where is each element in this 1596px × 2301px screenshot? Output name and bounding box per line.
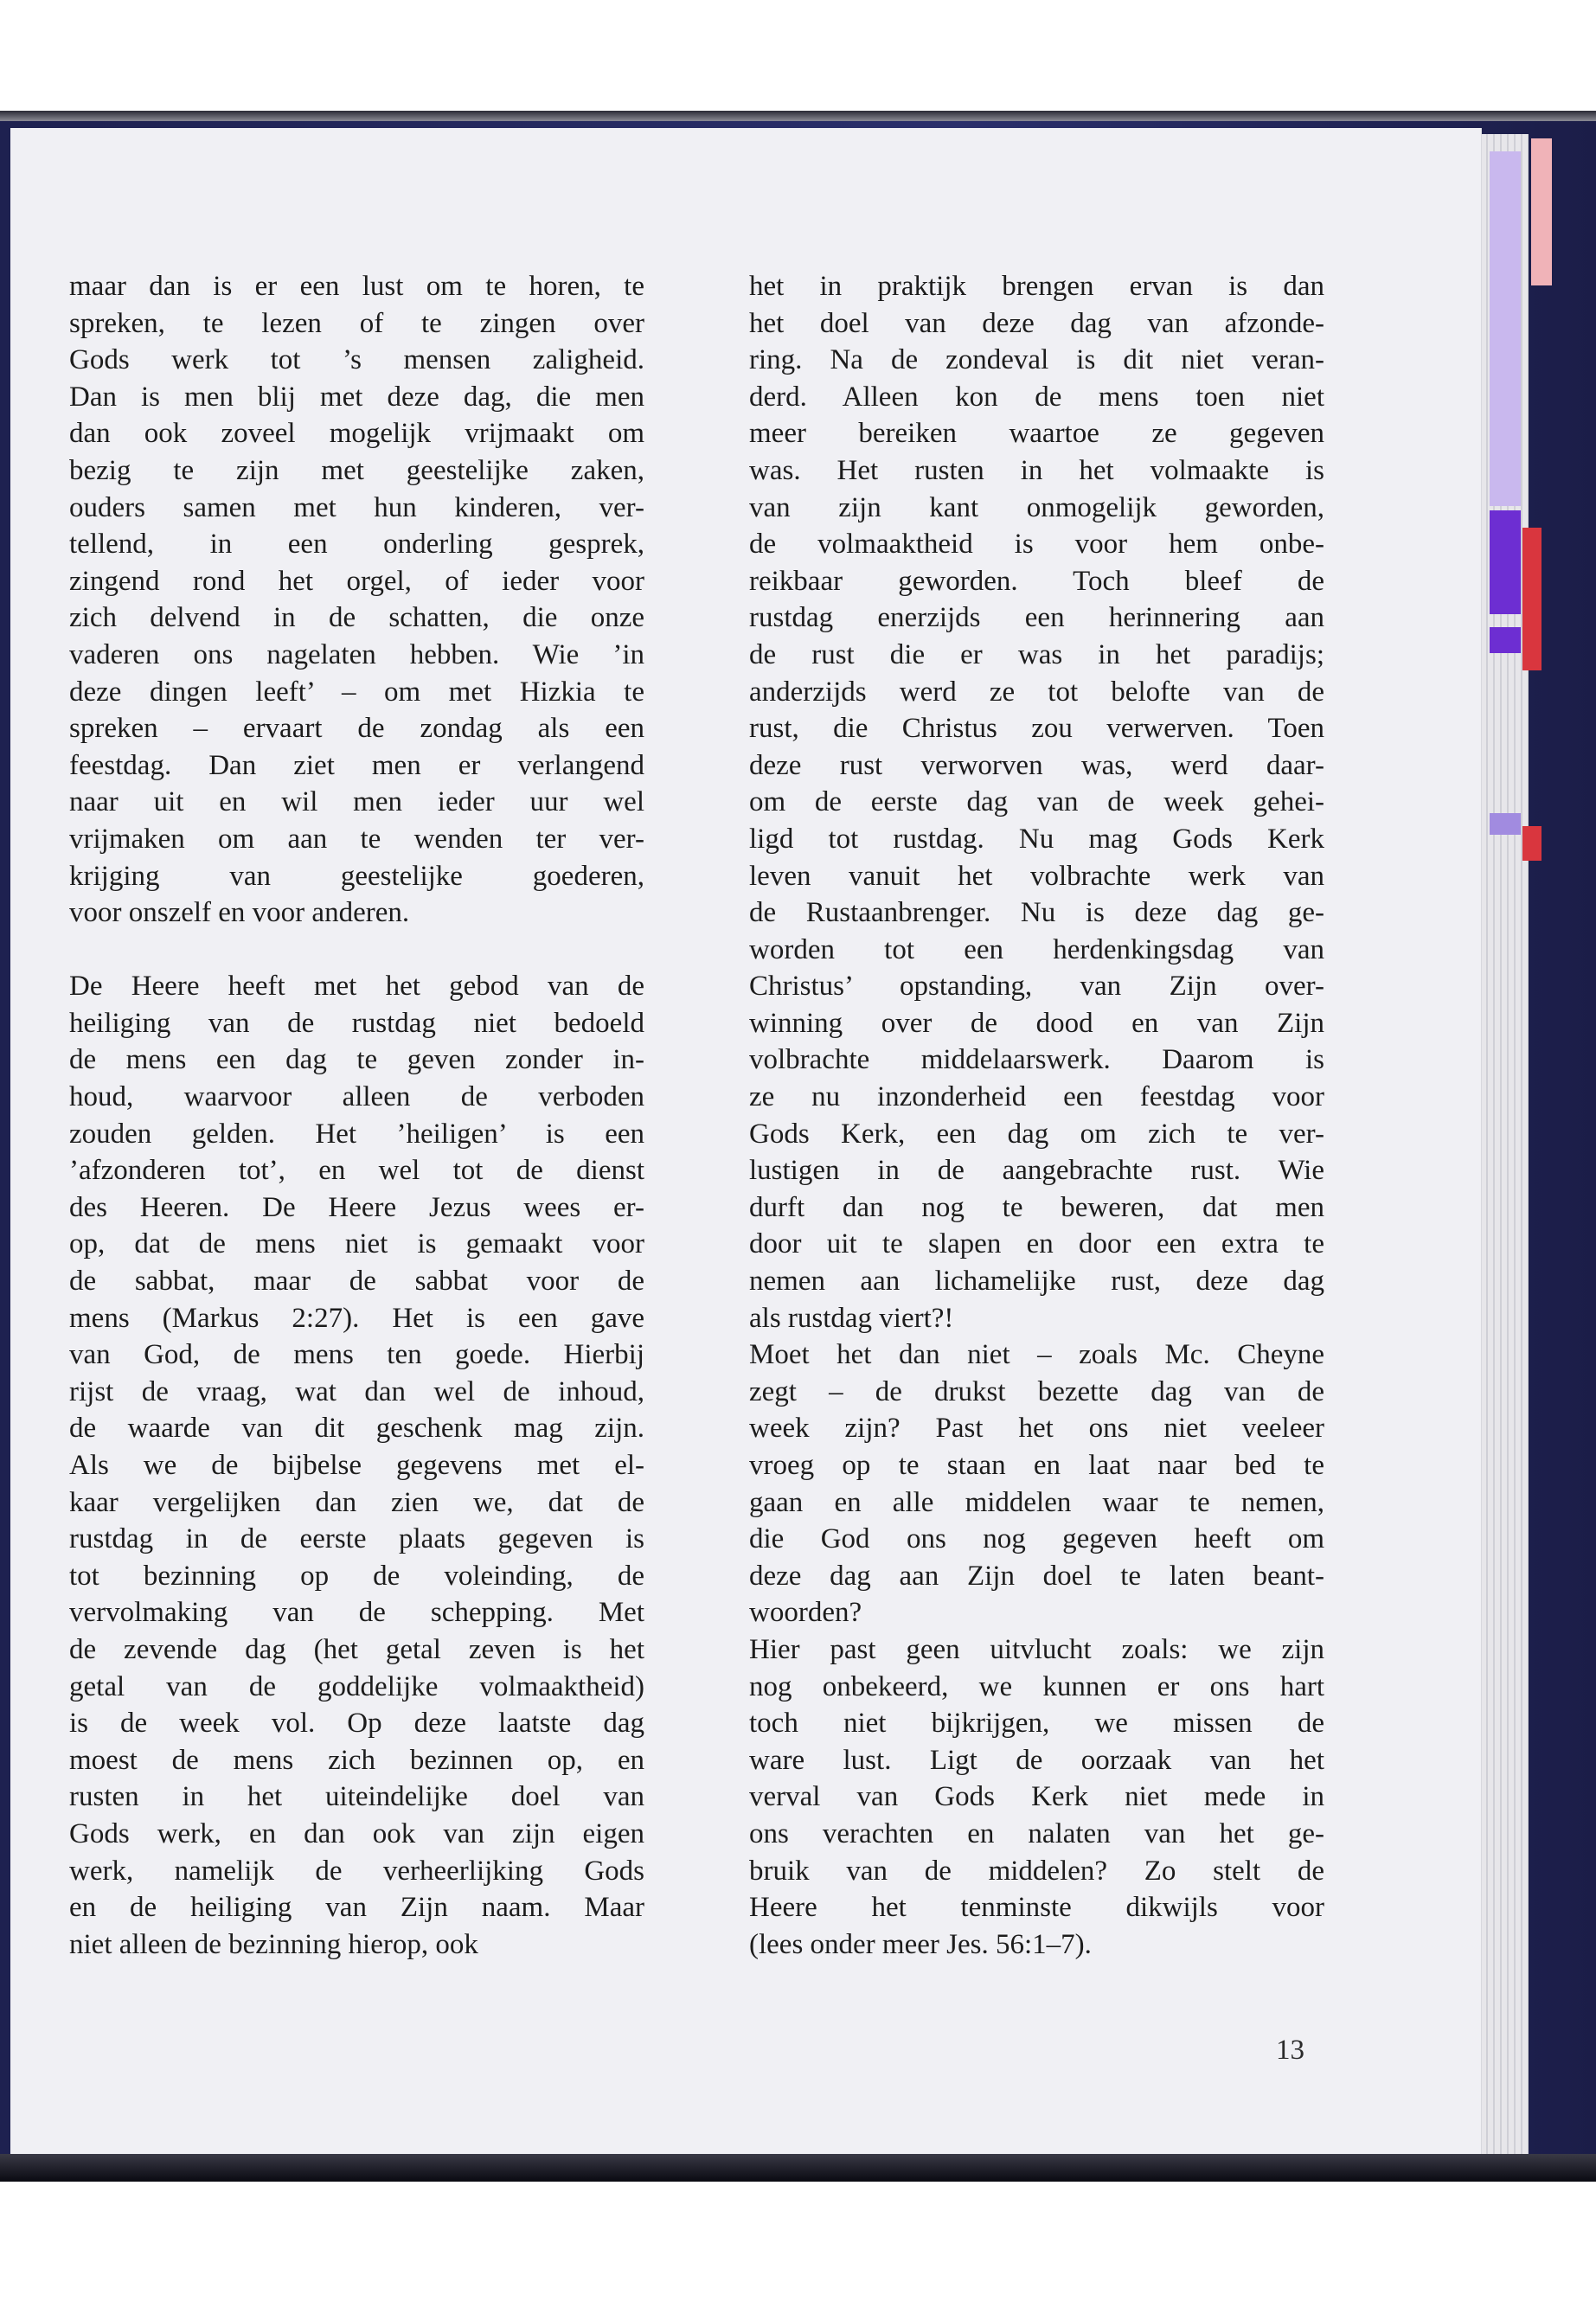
text-line: ons verachten en nalaten van het ge- xyxy=(749,1817,1324,1849)
text-line: Christus’ opstanding, van Zijn over- xyxy=(749,971,1324,1003)
left-paragraph-1 xyxy=(69,268,644,932)
text-line: om de eerste dag van de week gehei- xyxy=(749,786,1324,818)
text-line: toch niet bijkrijgen, we missen de xyxy=(749,1708,1324,1740)
index-tab-red xyxy=(1522,528,1542,670)
text-line: moest de mens zich bezinnen op, en xyxy=(69,1744,644,1776)
text-line: de rust die er was in het paradijs; xyxy=(749,638,1324,670)
text-line: vaderen ons nagelaten hebben. Wie ’in xyxy=(69,638,644,670)
text-line: werk, namelijk de verheerlijking Gods xyxy=(69,1855,644,1887)
text-line: zich delvend in de schatten, die onze xyxy=(69,602,644,634)
text-line: deze rust verworven was, werd daar- xyxy=(749,749,1324,781)
text-line: op, dat de mens niet is gemaakt voor xyxy=(69,1228,644,1260)
text-line: De Heere heeft met het gebod van de xyxy=(69,971,644,1003)
text-line: anderzijds werd ze tot belofte van de xyxy=(749,676,1324,708)
text-line: getal van de goddelijke volmaaktheid) xyxy=(69,1670,644,1702)
right-text-column xyxy=(749,268,1324,1963)
text-line: die God ons nog gegeven heeft om xyxy=(749,1523,1324,1555)
text-line: heiliging van de rustdag niet bedoeld xyxy=(69,1007,644,1039)
text-line: lustigen in de aangebrachte rust. Wie xyxy=(749,1155,1324,1187)
text-line: bezig te zijn met geestelijke zaken, xyxy=(69,454,644,486)
text-line: zingend rond het orgel, of ieder voor xyxy=(69,565,644,597)
text-line: naar uit en wil men ieder uur wel xyxy=(69,786,644,818)
text-line: door uit te slapen en door een extra te xyxy=(749,1228,1324,1260)
text-line: zouden gelden. Het ’heiligen’ is een xyxy=(69,1118,644,1150)
text-line: Heere het tenminste dikwijls voor xyxy=(749,1892,1324,1924)
text-line: vervolmaking van de schepping. Met xyxy=(69,1597,644,1629)
text-line: des Heeren. De Heere Jezus wees er- xyxy=(69,1191,644,1223)
page-bottom-shadow xyxy=(0,2154,1596,2182)
text-line: houd, waarvoor alleen de verboden xyxy=(69,1081,644,1113)
text-line: leven vanuit het volbrachte werk van xyxy=(749,860,1324,892)
text-line: mens (Markus 2:27). Het is een gave xyxy=(69,1302,644,1334)
text-line: rijst de vraag, wat dan wel de inhoud, xyxy=(69,1375,644,1407)
text-line: ’afzonderen tot’, en wel tot de dienst xyxy=(69,1155,644,1187)
text-line: kaar vergelijken dan zien we, dat de xyxy=(69,1486,644,1518)
text-line: rustdag in de eerste plaats gegeven is xyxy=(69,1523,644,1555)
text-line: rusten in het uiteindelijke doel van xyxy=(69,1781,644,1813)
text-line: Moet het dan niet – zoals Mc. Cheyne xyxy=(749,1339,1324,1371)
text-line: reikbaar geworden. Toch bleef de xyxy=(749,565,1324,597)
left-paragraph-2 xyxy=(69,968,644,1963)
text-line: vrijmaken om aan te wenden ter ver- xyxy=(69,823,644,855)
text-line: Gods werk tot ’s mensen zaligheid. xyxy=(69,344,644,376)
text-line: van zijn kant onmogelijk geworden, xyxy=(749,491,1324,523)
text-line: ring. Na de zondeval is dit niet veran- xyxy=(749,344,1324,376)
text-line: de Rustaanbrenger. Nu is deze dag ge- xyxy=(749,897,1324,929)
text-line: vroeg op te staan en laat naar bed te xyxy=(749,1450,1324,1481)
text-line: niet alleen de bezinning hierop, ook xyxy=(69,1928,478,1960)
text-line: verval van Gods Kerk niet mede in xyxy=(749,1781,1324,1813)
text-line: worden tot een herdenkingsdag van xyxy=(749,933,1324,965)
text-line: en de heiliging van Zijn naam. Maar xyxy=(69,1892,644,1924)
text-line: voor onszelf en voor anderen. xyxy=(69,897,410,929)
text-line: spreken – ervaart de zondag als een xyxy=(69,713,644,745)
text-line: als rustdag viert?! xyxy=(749,1302,954,1334)
text-line: meer bereiken waartoe ze gegeven xyxy=(749,418,1324,450)
text-line: rust, die Christus zou verwerven. Toen xyxy=(749,713,1324,745)
index-tab-red-2 xyxy=(1522,826,1542,861)
index-tab-purple-2 xyxy=(1490,627,1521,653)
text-line: rustdag enerzijds een herinnering aan xyxy=(749,602,1324,634)
index-tab-pink xyxy=(1531,138,1552,285)
text-line: deze dingen leeft’ – om met Hizkia te xyxy=(69,676,644,708)
text-line: krijging van geestelijke goederen, xyxy=(69,860,644,892)
text-line: Gods Kerk, een dag om zich te ver- xyxy=(749,1118,1324,1150)
text-line: woorden? xyxy=(749,1597,862,1629)
text-line: ware lust. Ligt de oorzaak van het xyxy=(749,1744,1324,1776)
index-tab-light-purple xyxy=(1490,813,1521,835)
text-line: Hier past geen uitvlucht zoals: we zijn xyxy=(749,1633,1324,1665)
text-line: nemen aan lichamelijke rust, deze dag xyxy=(749,1266,1324,1298)
text-line: de waarde van dit geschenk mag zijn. xyxy=(69,1413,644,1445)
text-line: de zevende dag (het getal zeven is het xyxy=(69,1633,644,1665)
text-line: de volmaaktheid is voor hem onbe- xyxy=(749,529,1324,561)
text-line: ouders samen met hun kinderen, ver- xyxy=(69,491,644,523)
index-tab-purple xyxy=(1490,510,1521,614)
left-text-column xyxy=(69,268,644,1963)
text-line: tellend, in een onderling gesprek, xyxy=(69,529,644,561)
text-line: nog onbekeerd, we kunnen er ons hart xyxy=(749,1670,1324,1702)
text-line: zegt – de drukst bezette dag van de xyxy=(749,1375,1324,1407)
text-line: ligd tot rustdag. Nu mag Gods Kerk xyxy=(749,823,1324,855)
right-paragraph-1 xyxy=(749,268,1324,1336)
page-number: 13 xyxy=(1276,2035,1304,2066)
text-line: maar dan is er een lust om te horen, te xyxy=(69,271,644,302)
text-line: deze dag aan Zijn doel te laten beant- xyxy=(749,1560,1324,1592)
text-line: bruik van de middelen? Zo stelt de xyxy=(749,1855,1324,1887)
text-line: de mens een dag te geven zonder in- xyxy=(69,1044,644,1076)
text-line: de sabbat, maar de sabbat voor de xyxy=(69,1266,644,1298)
text-line: Dan is men blij met deze dag, die men xyxy=(69,381,644,413)
text-line: tot bezinning op de voleinding, de xyxy=(69,1560,644,1592)
text-line: durft dan nog te beweren, dat men xyxy=(749,1191,1324,1223)
text-line: ze nu inzonderheid een feestdag voor xyxy=(749,1081,1324,1113)
text-line: het doel van deze dag van afzonde- xyxy=(749,307,1324,339)
text-line: is de week vol. Op deze laatste dag xyxy=(69,1708,644,1740)
index-tab-lavender xyxy=(1490,151,1521,506)
text-line: gaan en alle middelen waar te nemen, xyxy=(749,1486,1324,1518)
text-line: feestdag. Dan ziet men er verlangend xyxy=(69,749,644,781)
text-line: Als we de bijbelse gegevens met el- xyxy=(69,1450,644,1481)
text-line: spreken, te lezen of te zingen over xyxy=(69,307,644,339)
text-line: dan ook zoveel mogelijk vrijmaakt om xyxy=(69,418,644,450)
text-line: Gods werk, en dan ook van zijn eigen xyxy=(69,1817,644,1849)
text-line: derd. Alleen kon de mens toen niet xyxy=(749,381,1324,413)
text-line: volbrachte middelaarswerk. Daarom is xyxy=(749,1044,1324,1076)
text-line: (lees onder meer Jes. 56:1–7). xyxy=(749,1928,1092,1960)
text-line: winning over de dood en van Zijn xyxy=(749,1007,1324,1039)
text-line: het in praktijk brengen ervan is dan xyxy=(749,271,1324,302)
right-paragraph-2 xyxy=(749,1336,1324,1631)
text-line: van God, de mens ten goede. Hierbij xyxy=(69,1339,644,1371)
text-line: week zijn? Past het ons niet veeleer xyxy=(749,1413,1324,1445)
right-paragraph-3 xyxy=(749,1631,1324,1963)
text-line: was. Het rusten in het volmaakte is xyxy=(749,454,1324,486)
